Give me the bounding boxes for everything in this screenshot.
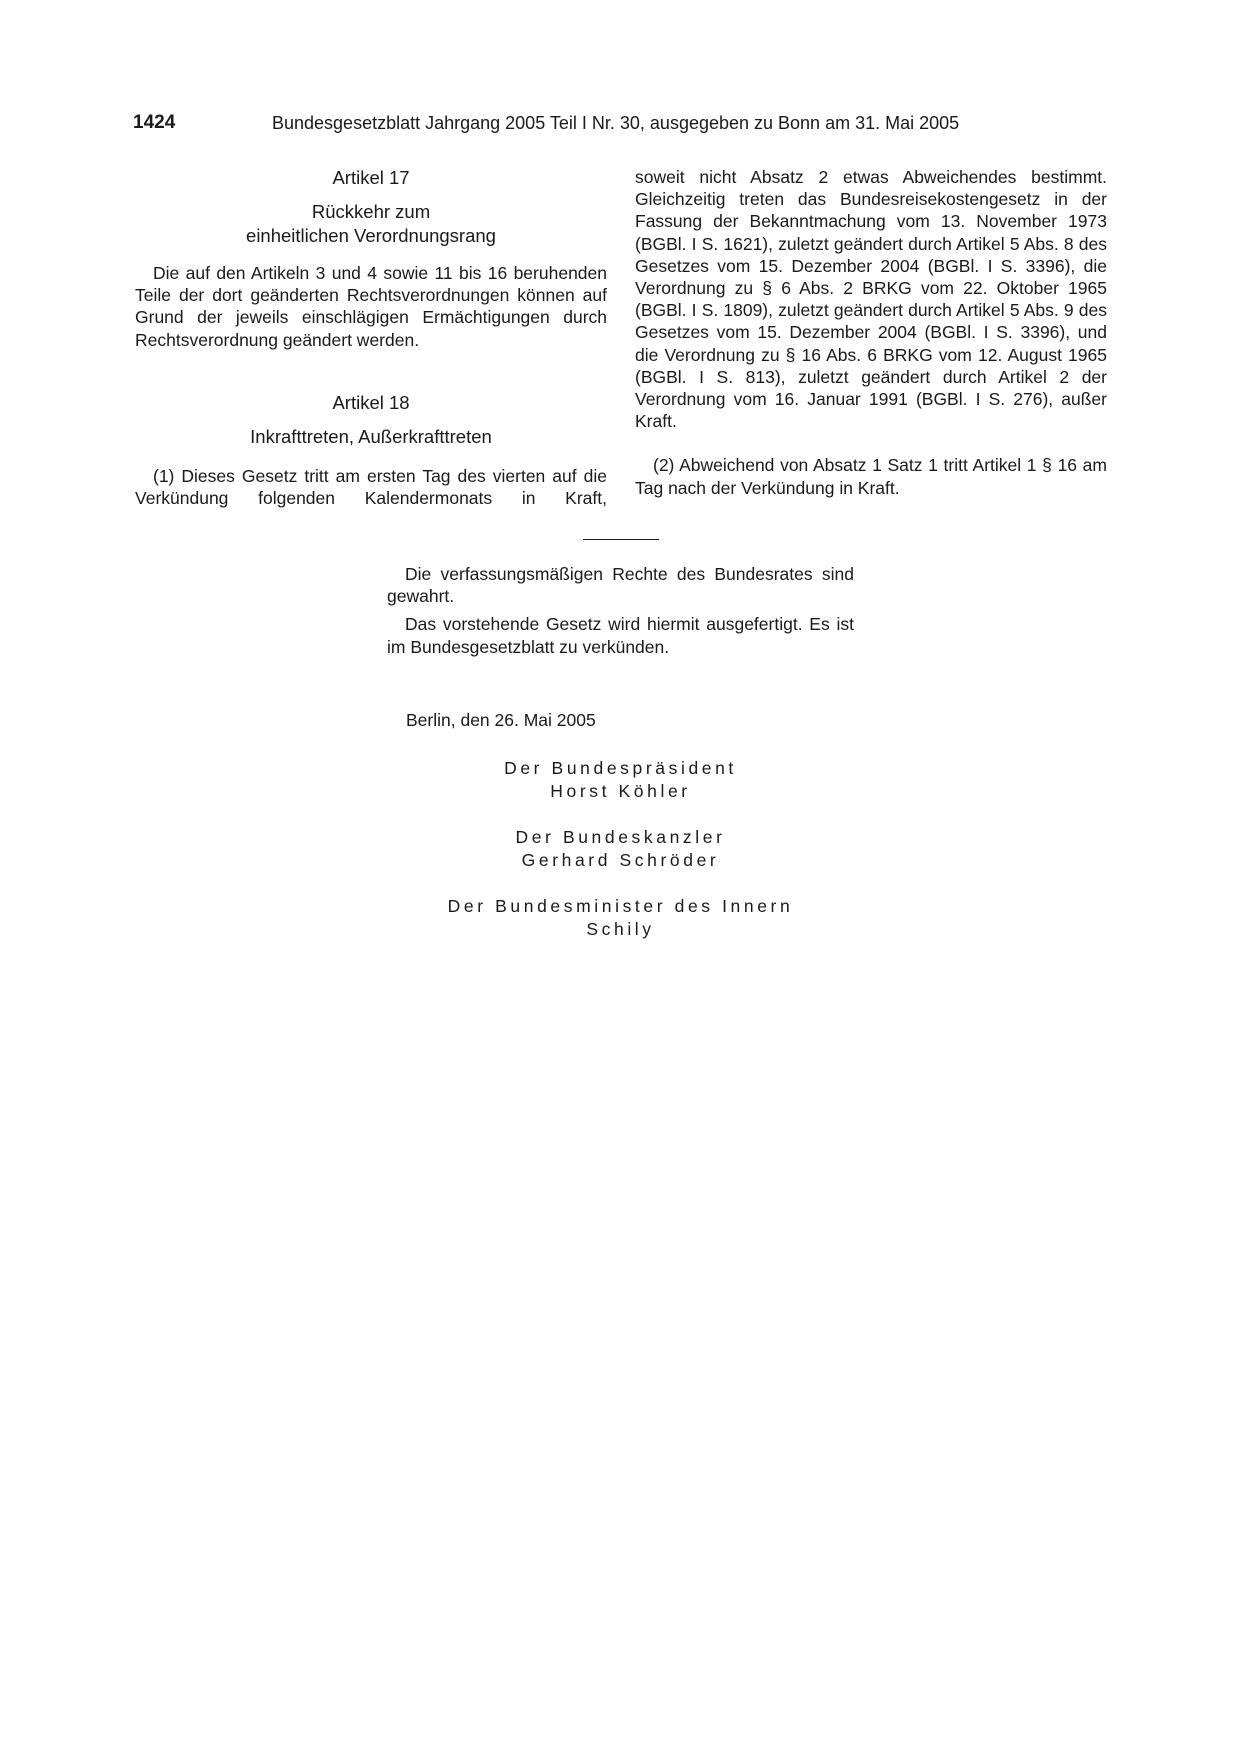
article-17-text: Die auf den Artikeln 3 und 4 sowie 11 bis 16 beruhenden Teile der dort geänderten Rechtsverordnungen können auf Grund der jeweils einschlägigen Ermächtigungen durch Rechtsverordnung geändert werden.	[135, 263, 607, 350]
article-18-paragraph-1: (1) Dieses Gesetz tritt am ersten Tag des vierten auf die Verkündung folgenden Kalendermonats in Kraft,	[135, 465, 607, 509]
page-number: 1424	[133, 112, 176, 133]
article-17-subtitle-line2: einheitlichen Verordnungsrang	[246, 225, 496, 246]
article-17-title: Artikel 17	[332, 167, 410, 188]
rights-statement: Die verfassungsmäßigen Rechte des Bundesrates sind gewahrt.	[387, 564, 854, 607]
running-head: Bundesgesetzblatt Jahrgang 2005 Teil I Nr. 30, ausgegeben zu Bonn am 31. Mai 2005	[272, 113, 960, 133]
signature-name: Schily	[586, 919, 655, 939]
signature-bundeskanzler	[387, 826, 854, 872]
signature-name: Horst Köhler	[550, 781, 691, 801]
article-18-subtitle: Inkrafttreten, Außerkrafttreten	[250, 425, 492, 447]
signature-bundespraesident	[387, 757, 854, 803]
right-column	[635, 166, 1107, 499]
signature-office: Der Bundesminister des Innern	[447, 896, 794, 916]
article-18-paragraph-1-continuation: soweit nicht Absatz 2 etwas Abweichendes bestimmt. Gleichzeitig treten das Bundesreisekostengesetz in der Fassung der Bekanntmachung vom 13. November 1973 (BGBl. I S. 1621), zuletzt geändert durch Artikel 5 Abs. 8 des Gesetzes vom 15. Dezember 2004 (BGBl. I S. 3396), die Verordnung zu § 6 Abs. 2 BRKG vom 22. Oktober 1965 (BGBl. I S. 1809), zuletzt geändert durch Artikel 5 Abs. 9 des Gesetzes vom 15. Dezember 2004 (BGBl. I S. 3396), und die Verordnung zu § 16 Abs. 6 BRKG vom 12. August 1965 (BGBl. I S. 813), zuletzt geändert durch Artikel 2 der Verordnung vom 16. Januar 1991 (BGBl. I S. 276), außer Kraft.	[635, 167, 1107, 432]
article-18-paragraph-2: (2) Abweichend von Absatz 1 Satz 1 tritt Artikel 1 § 16 am Tag nach der Verkündung in Kraft.	[635, 455, 1107, 498]
signature-bundesminister-innern	[387, 895, 854, 941]
place-date: Berlin, den 26. Mai 2005	[406, 710, 596, 730]
article-18-title: Artikel 18	[332, 391, 410, 413]
article-17-subtitle	[135, 200, 607, 248]
signature-name: Gerhard Schröder	[521, 850, 720, 870]
left-column	[135, 166, 607, 509]
closing-formula	[387, 563, 854, 664]
article-17-subtitle-line1: Rückkehr zum	[311, 201, 431, 222]
signature-office: Der Bundeskanzler	[515, 827, 726, 847]
separator-rule	[583, 539, 659, 540]
signature-office: Der Bundespräsident	[504, 758, 737, 778]
promulgation-statement: Das vorstehende Gesetz wird hiermit ausgefertigt. Es ist im Bundesgesetzblatt zu verkünden.	[387, 614, 854, 657]
